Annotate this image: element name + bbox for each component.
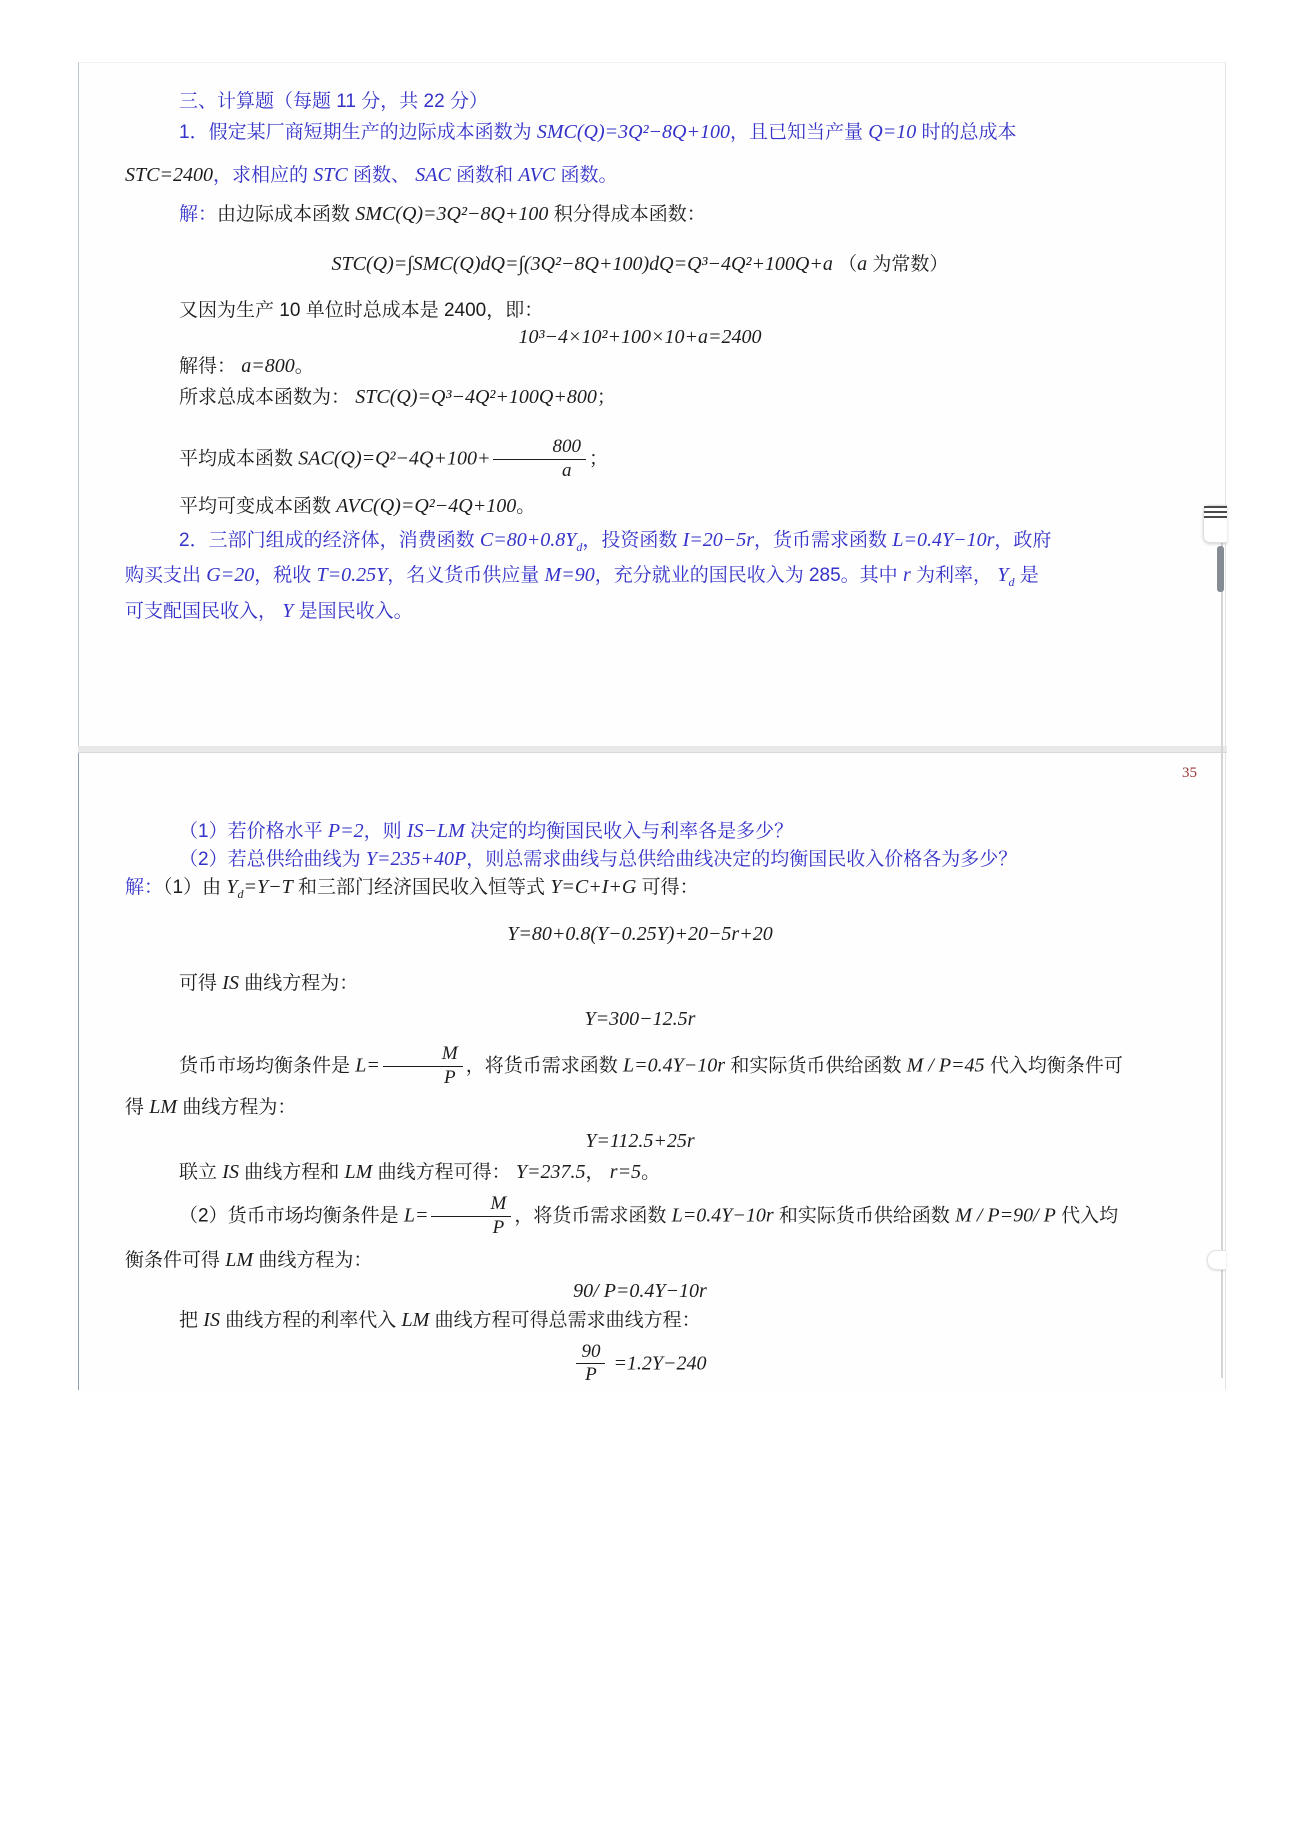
text-segment: M / P=45 — [906, 1054, 985, 1077]
text-line — [79, 201, 1225, 228]
text-segment: 曲线方程和 — [238, 1161, 345, 1183]
text-segment: 函数。 — [555, 165, 618, 186]
text-segment: $Y_d$ — [226, 876, 244, 901]
text-segment: SMC(Q)=3Q²−8Q+100 — [536, 121, 730, 143]
text-segment: I=20−5r — [682, 528, 755, 551]
text-line — [79, 353, 1225, 380]
text-segment: SAC(Q)=Q²−4Q+100+ — [298, 447, 491, 470]
text-segment: 90/ P=0.4Y−10r — [573, 1279, 707, 1302]
text-segment: M / P=90/ P — [955, 1204, 1056, 1227]
text-segment: STC(Q)=Q³−4Q²+100Q+800 — [355, 386, 597, 408]
text-segment: P=2 — [327, 820, 364, 842]
text-segment: L=0.4Y−10r — [892, 528, 995, 551]
fraction: $\frac{90}{P}$ — [576, 1342, 605, 1387]
text-segment: $Y_d$ — [997, 563, 1015, 589]
text-segment: 曲线方程的利率代入 — [219, 1309, 402, 1331]
text-line — [79, 435, 1225, 484]
text-segment: IS — [222, 1160, 239, 1183]
text-segment: ，求相应的 — [212, 165, 314, 186]
text-segment: （1）由 — [163, 877, 227, 898]
text-segment: LM — [149, 1095, 178, 1118]
text-segment: 代入均衡条件可 — [984, 1055, 1123, 1077]
text-segment: SAC — [415, 164, 451, 186]
text-line — [79, 1278, 1225, 1305]
text-segment: 为常数） — [867, 254, 949, 275]
text-segment: （ — [832, 254, 858, 275]
text-segment: 1．假定某厂商短期生产的边际成本函数为 — [179, 122, 537, 143]
text-segment: AVC — [518, 164, 556, 186]
text-line — [79, 162, 1225, 189]
text-segment: ，将货币需求函数 — [465, 1055, 624, 1077]
text-segment: （2）货币市场均衡条件是 — [179, 1205, 404, 1227]
text-segment: 是国民收入。 — [293, 600, 413, 622]
text-line — [79, 1042, 1225, 1091]
page-number: 35 — [1182, 765, 1197, 781]
text-segment: SMC(Q)=3Q²−8Q+100 — [355, 203, 549, 225]
text-line — [79, 846, 1225, 873]
text-segment: 得 — [125, 1096, 150, 1118]
text-segment: ，货币需求函数 — [754, 529, 893, 551]
text-segment: ，投资函数 — [582, 529, 683, 551]
text-segment: ，税收 — [254, 564, 317, 586]
text-line — [79, 1159, 1225, 1186]
text-segment: 为利率， — [910, 564, 998, 586]
text-line — [79, 562, 1225, 595]
text-segment: 。 — [294, 356, 314, 377]
text-segment: 平均成本函数 — [179, 448, 299, 470]
text-segment: ，则 — [363, 821, 407, 842]
text-line — [79, 1247, 1225, 1274]
text-segment: 曲线方程为： — [238, 973, 359, 994]
text-line — [79, 324, 1225, 351]
text-segment: 可得： — [636, 877, 699, 898]
text-line — [79, 874, 1225, 907]
text-segment: LM — [344, 1160, 373, 1183]
text-segment: IS — [222, 972, 239, 994]
text-segment: 货币市场均衡条件是 — [179, 1055, 356, 1077]
fraction: $\frac{M}{P}$ — [383, 1044, 463, 1089]
text-line — [79, 493, 1225, 520]
text-segment: 是 — [1014, 564, 1039, 586]
text-segment: ； — [588, 448, 608, 470]
text-line — [79, 298, 1225, 324]
page-2-content — [79, 818, 1225, 1388]
fraction: $\frac{800}{a}$ — [493, 437, 586, 482]
text-segment: ； — [596, 387, 616, 408]
text-segment: 解： — [179, 204, 218, 225]
text-line — [79, 89, 1225, 115]
text-segment: 函数和 — [450, 165, 519, 186]
text-segment: 曲线方程为： — [177, 1096, 297, 1118]
text-segment: 10³−4×10²+100×10+a=2400 — [518, 326, 762, 348]
text-segment: Y=C+I+G — [550, 876, 637, 898]
text-segment: 积分得成本函数： — [548, 204, 706, 225]
grip-lines-icon — [1204, 506, 1227, 518]
text-segment: M=90 — [544, 563, 595, 586]
text-segment: LM — [401, 1308, 430, 1331]
text-segment: =1.2Y−240 — [608, 1351, 707, 1374]
text-segment: $C=80+0.8Y_d$ — [479, 528, 583, 554]
text-segment: ，充分就业的国民收入为 285。其中 — [594, 564, 903, 586]
text-segment: a — [857, 253, 868, 275]
text-segment: 和三部门经济国民收入恒等式 — [292, 877, 551, 898]
text-segment: 函数、 — [347, 165, 416, 186]
text-line — [79, 1006, 1225, 1033]
text-segment: ，名义货币供应量 — [387, 564, 545, 586]
page-1-content — [79, 89, 1225, 625]
text-segment: L=0.4Y−10r — [623, 1054, 726, 1077]
text-line — [79, 1307, 1225, 1334]
text-segment: STC(Q)=∫SMC(Q)dQ=∫(3Q²−8Q+100)dQ=Q³−4Q²+100Q+a — [331, 253, 833, 275]
text-line — [79, 527, 1225, 560]
text-segment: 可支配国民收入， — [125, 600, 283, 622]
text-segment: 解得： — [179, 356, 242, 377]
document-page-2 — [78, 753, 1226, 1390]
text-line — [79, 384, 1225, 411]
text-segment: 曲线方程可得： — [372, 1161, 516, 1183]
document-page-1 — [78, 62, 1226, 746]
text-line — [79, 921, 1225, 948]
text-line — [79, 251, 1225, 278]
text-segment: G=20 — [206, 563, 255, 586]
text-segment: Y=112.5+25r — [585, 1129, 695, 1152]
text-line — [79, 1094, 1225, 1121]
text-segment: Y=300−12.5r — [584, 1008, 696, 1030]
text-segment: （1）若价格水平 — [179, 821, 328, 842]
scroll-handle-tab-bottom[interactable] — [1207, 1250, 1226, 1270]
text-segment: 。 — [641, 1161, 661, 1183]
text-segment: L=0.4Y−10r — [671, 1204, 774, 1227]
text-segment: ，则总需求曲线与总供给曲线决定的均衡国民收入价格各为多少？ — [466, 849, 1018, 870]
text-segment: 平均可变成本函数 — [179, 495, 337, 517]
text-segment: Y=237.5 — [515, 1160, 586, 1183]
text-segment: ，且已知当产量 — [730, 122, 869, 143]
text-segment: L= — [355, 1054, 380, 1077]
text-segment: 把 — [179, 1309, 204, 1331]
text-segment: 可得 — [179, 973, 223, 994]
text-line — [79, 1192, 1225, 1241]
text-segment: 代入均 — [1055, 1205, 1119, 1227]
text-segment: 曲线方程可得总需求曲线方程： — [429, 1309, 701, 1331]
text-segment: STC=2400 — [125, 164, 213, 186]
text-segment: Y — [282, 599, 294, 622]
text-segment: ， — [585, 1161, 610, 1183]
fraction: $\frac{M}{P}$ — [431, 1194, 511, 1239]
text-line — [79, 818, 1225, 845]
text-segment: 所求总成本函数为： — [179, 387, 356, 408]
text-segment: 又因为生产 10 单位时总成本是 2400，即： — [179, 300, 544, 321]
text-segment: AVC(Q)=Q²−4Q+100 — [336, 494, 517, 517]
text-segment: STC — [313, 164, 348, 186]
text-segment: 决定的均衡国民收入与利率各是多少？ — [464, 821, 794, 842]
scrollbar-thumb[interactable] — [1217, 546, 1224, 592]
text-segment: 和实际货币供给函数 — [773, 1205, 956, 1227]
text-segment: Y=80+0.8(Y−0.25Y)+20−5r+20 — [507, 923, 773, 945]
text-segment: T=0.25Y — [316, 563, 388, 586]
text-segment: 由边际成本函数 — [217, 204, 356, 225]
text-segment: LM — [225, 1248, 254, 1271]
text-segment: ，将货币需求函数 — [514, 1205, 672, 1227]
text-segment: Y=235+40P — [365, 848, 467, 870]
text-segment: 购买支出 — [125, 564, 207, 586]
text-segment: IS — [203, 1308, 220, 1331]
text-line — [79, 1128, 1225, 1155]
scroll-handle-tab[interactable] — [1203, 505, 1227, 543]
text-segment: IS−LM — [406, 820, 465, 842]
text-segment: 时的总成本 — [916, 122, 1017, 143]
text-line — [79, 1340, 1225, 1389]
text-segment: 2．三部门组成的经济体，消费函数 — [179, 529, 480, 551]
page-break-divider — [78, 746, 1227, 753]
text-segment: a=800 — [241, 355, 295, 377]
text-segment: =Y−T — [243, 876, 293, 898]
text-segment: 衡条件可得 — [125, 1249, 226, 1271]
text-segment: 。 — [516, 495, 536, 517]
text-line — [79, 970, 1225, 997]
text-segment: Q=10 — [868, 121, 917, 143]
text-segment: 曲线方程为： — [253, 1249, 373, 1271]
text-line — [79, 119, 1225, 146]
text-segment: L= — [403, 1204, 429, 1227]
text-segment: ，政府 — [994, 529, 1052, 551]
text-segment: 和实际货币供给函数 — [725, 1055, 907, 1077]
text-segment: r=5 — [609, 1160, 642, 1183]
text-segment: r — [902, 563, 911, 586]
text-segment: 联立 — [179, 1161, 223, 1183]
text-segment: 三、计算题（每题 11 分，共 22 分） — [179, 91, 488, 112]
text-segment: 解： — [125, 877, 164, 898]
text-segment: （2）若总供给曲线为 — [179, 849, 366, 870]
text-line — [79, 598, 1225, 625]
